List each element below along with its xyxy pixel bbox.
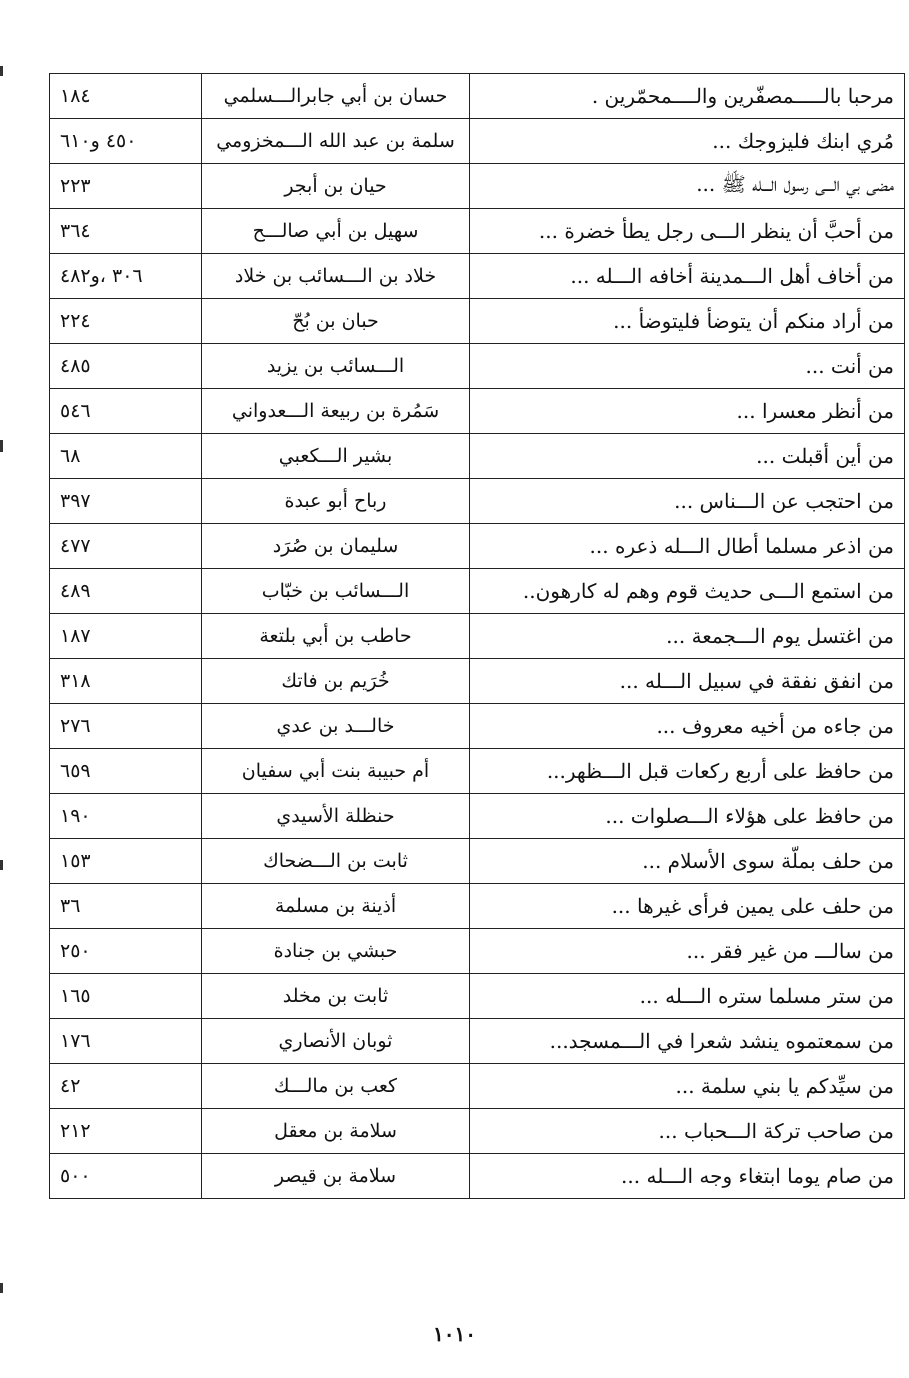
table-row [50,209,905,254]
hadith-text-cell: من أنظر معسرا ... [470,389,905,434]
table-row [50,479,905,524]
table-row [50,1109,905,1154]
page-reference-cell: ٣١٨ [50,659,202,704]
margin-mark [0,860,3,870]
hadith-text-cell: من جاءه من أخيه معروف ... [470,704,905,749]
hadith-text-cell: من صاحب تركة الـــحباب ... [470,1109,905,1154]
page-reference-cell: ٥٤٦ [50,389,202,434]
table-row [50,569,905,614]
table-row [50,164,905,209]
hadith-text-cell: من أراد منكم أن يتوضأ فليتوضأ ... [470,299,905,344]
table-row [50,839,905,884]
margin-mark [0,66,3,76]
table-row [50,974,905,1019]
hadith-text-cell: من أين أقبلت ... [470,434,905,479]
hadith-text-cell: من ستر مسلما ستره الـــله ... [470,974,905,1019]
page-reference-cell: ٣٠٦ ،و٤٨٢ [50,254,202,299]
page-reference-cell: ٣٦٤ [50,209,202,254]
table-row [50,704,905,749]
page-reference-cell: ٤٨٩ [50,569,202,614]
page-reference-cell: ٢٧٦ [50,704,202,749]
narrator-cell: الـــسائب بن يزيد [202,344,470,389]
narrator-cell: سلامة بن قيصر [202,1154,470,1199]
narrator-cell: سهيل بن أبي صالـــح [202,209,470,254]
hadith-text-cell: من أحبَّ أن ينظر الـــى رجل يطأ خضرة ... [470,209,905,254]
narrator-cell: ثابت بن الـــضحاك [202,839,470,884]
narrator-cell: الـــسائب بن خبّاب [202,569,470,614]
hadith-text-cell: من حلف بملّة سوى الأسلام ... [470,839,905,884]
narrator-cell: حاطب بن أبي بلتعة [202,614,470,659]
table-row [50,794,905,839]
page-reference-cell: ٥٠٠ [50,1154,202,1199]
page-reference-cell: ٣٩٧ [50,479,202,524]
table-row [50,74,905,119]
hadith-text-cell: من انفق نفقة في سبيل الـــله ... [470,659,905,704]
table-row [50,929,905,974]
narrator-cell: خُرَيم بن فاتك [202,659,470,704]
narrator-cell: أم حبيبة بنت أبي سفيان [202,749,470,794]
narrator-cell: خلاد بن الـــسائب بن خلاد [202,254,470,299]
hadith-text-cell: من صام يوما ابتغاء وجه الـــله ... [470,1154,905,1199]
page-reference-cell: ١٩٠ [50,794,202,839]
table-row [50,524,905,569]
page-reference-cell: ٦٨ [50,434,202,479]
table-row [50,299,905,344]
table-row [50,884,905,929]
hadith-text-cell: من سيِّدكم يا بني سلمة ... [470,1064,905,1109]
hadith-text-cell: مضى بي الـــى رسول الـــله ﷺ ... [470,164,905,209]
table-row [50,749,905,794]
table-row [50,389,905,434]
page-reference-cell: ٢٢٤ [50,299,202,344]
narrator-cell: حيان بن أبجر [202,164,470,209]
page-reference-cell: ١٥٣ [50,839,202,884]
table-row [50,614,905,659]
page-reference-cell: ٤٢ [50,1064,202,1109]
narrator-cell: سلمة بن عبد الله الـــمخزومي [202,119,470,164]
hadith-text-cell: من أخاف أهل الـــمدينة أخافه الـــله ... [470,254,905,299]
page-reference-cell: ٦٥٩ [50,749,202,794]
narrator-cell: رباح أبو عبدة [202,479,470,524]
narrator-cell: سليمان بن صُرَد [202,524,470,569]
page-reference-cell: ١٧٦ [50,1019,202,1064]
hadith-text-cell: من أنت ... [470,344,905,389]
narrator-cell: ثابت بن مخلد [202,974,470,1019]
table-row [50,434,905,479]
hadith-index-table [49,73,905,1199]
page-reference-cell: ٤٧٧ [50,524,202,569]
page-reference-cell: ٤٥٠ و٦١٠ [50,119,202,164]
hadith-text-cell: من اذعر مسلما أطال الـــله ذعره ... [470,524,905,569]
page-reference-cell: ٣٦ [50,884,202,929]
hadith-text-cell: من اغتسل يوم الـــجمعة ... [470,614,905,659]
page-reference-cell: ٢١٢ [50,1109,202,1154]
hadith-text-cell: مرحبا بالـــــمصفّرين والــــمحمّرين . [470,74,905,119]
page-reference-cell: ١٨٤ [50,74,202,119]
narrator-cell: خالـــد بن عدي [202,704,470,749]
narrator-cell: سَمُرة بن ربيعة الـــعدواني [202,389,470,434]
hadith-text-cell: من احتجب عن الـــناس ... [470,479,905,524]
page-reference-cell: ١٨٧ [50,614,202,659]
table-row [50,1019,905,1064]
page-reference-cell: ٢٥٠ [50,929,202,974]
hadith-text-cell: من سمعتموه ينشد شعرا في الـــمسجد... [470,1019,905,1064]
narrator-cell: كعب بن مالـــك [202,1064,470,1109]
narrator-cell: حبان بن بُحّ [202,299,470,344]
narrator-cell: حبشي بن جنادة [202,929,470,974]
table-row [50,254,905,299]
table-row [50,659,905,704]
table-row [50,1154,905,1199]
margin-mark [0,440,3,452]
narrator-cell: حنظلة الأسيدي [202,794,470,839]
hadith-text-cell: من حلف على يمين فرأى غيرها ... [470,884,905,929]
hadith-text-cell: مُري ابنك فليزوجك ... [470,119,905,164]
hadith-text-cell: من حافظ على هؤلاء الـــصلوات ... [470,794,905,839]
narrator-cell: حسان بن أبي جابرالـــسلمي [202,74,470,119]
page-reference-cell: ٤٨٥ [50,344,202,389]
hadith-index-body [50,74,905,1199]
table-row [50,344,905,389]
narrator-cell: سلامة بن معقل [202,1109,470,1154]
hadith-text-cell: من سالـــ من غير فقر ... [470,929,905,974]
page-reference-cell: ١٦٥ [50,974,202,1019]
narrator-cell: بشير الـــكعبي [202,434,470,479]
page-reference-cell: ٢٢٣ [50,164,202,209]
page-number: ١٠١٠ [433,1322,476,1346]
narrator-cell: ثوبان الأنصاري [202,1019,470,1064]
table-row [50,119,905,164]
table-row [50,1064,905,1109]
hadith-text-cell: من استمع الـــى حديث قوم وهم له كارهون.. [470,569,905,614]
hadith-text-cell: من حافظ على أربع ركعات قبل الـــظهر... [470,749,905,794]
narrator-cell: أذينة بن مسلمة [202,884,470,929]
margin-mark [0,1283,3,1293]
